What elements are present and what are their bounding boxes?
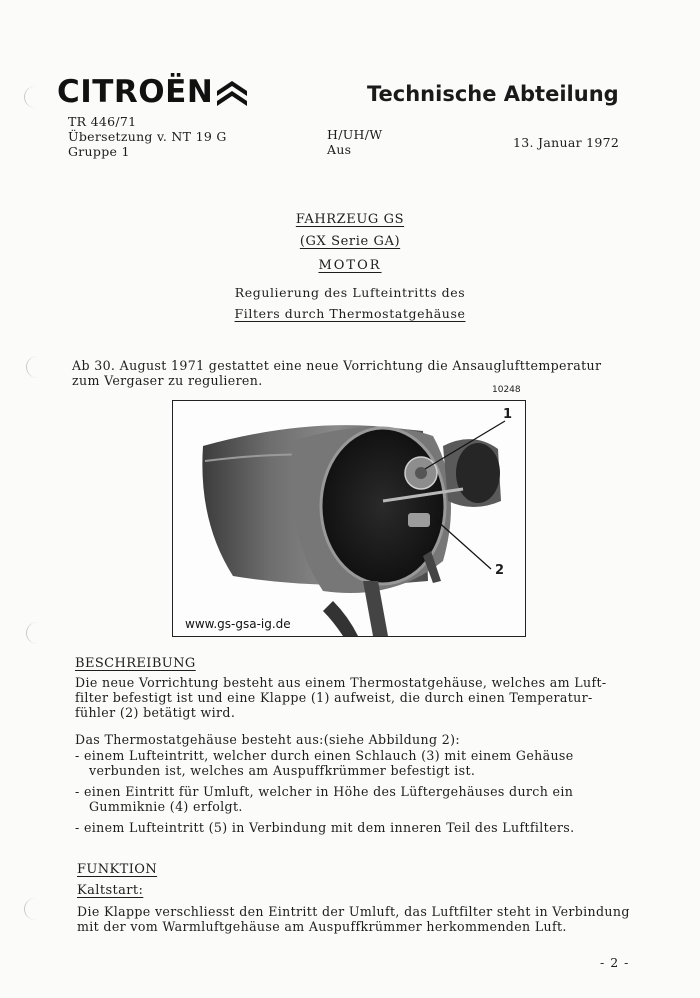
punch-hole-3 — [26, 622, 49, 644]
chevron-logo-icon — [215, 77, 249, 107]
subject-line-1: Regulierung des Lufteintritts des — [234, 285, 466, 300]
brand-name: CITROËN — [57, 74, 214, 110]
punch-hole-4 — [24, 898, 47, 920]
series-title: (GX Serie GA) — [299, 234, 401, 249]
brand-logo — [57, 72, 249, 112]
code-line-1: H/UH/W — [327, 127, 383, 142]
distribution-codes — [327, 127, 382, 157]
page-number: - 2 - — [600, 955, 630, 970]
list-item: - einem Lufteintritt (5) in Verbindung mit dem inneren Teil des Luftfilters. — [75, 820, 575, 835]
funktion-line-2: mit der vom Warmluftgehäuse am Auspuffkrümmer herkommenden Luft. — [77, 919, 567, 934]
figure-number: 10248 — [492, 385, 521, 395]
reference-block — [68, 114, 227, 159]
beschreibung-paragraph-1 — [75, 675, 606, 720]
funktion-paragraph — [77, 904, 630, 934]
callout-2: 2 — [495, 563, 505, 578]
vehicle-title: FAHRZEUG GS — [295, 212, 405, 227]
funktion-heading: FUNKTION — [77, 862, 158, 877]
punch-hole-2 — [26, 356, 49, 378]
desc-line-2: filter befestigt ist und eine Klappe (1) aufweist, die durch einen Temperatur- — [75, 690, 593, 705]
code-line-2: Aus — [327, 142, 352, 157]
department-title: Technische Abteilung — [367, 82, 619, 106]
list-item: - einem Lufteintritt, welcher durch einen Schlauch (3) mit einem Gehäuse verbunden ist, welches am Auspuffkrümmer befestigt ist. — [75, 748, 574, 778]
desc-line-3: fühler (2) betätigt wird. — [75, 705, 236, 720]
section-title: MOTOR — [318, 258, 382, 273]
list-item: - einen Eintritt für Umluft, welcher in Höhe des Lüftergehäuses durch ein Gummiknie (4) erfolgt. — [75, 784, 574, 814]
title-block — [150, 212, 550, 326]
watermark-url: www.gs-gsa-ig.de — [185, 617, 291, 631]
document-date: 13. Januar 1972 — [513, 135, 620, 150]
kaltstart-subheading: Kaltstart: — [77, 883, 144, 898]
translation-note: Übersetzung v. NT 19 G — [68, 129, 227, 144]
intro-paragraph — [72, 358, 601, 388]
desc-line-1: Die neue Vorrichtung besteht aus einem Thermostatgehäuse, welches am Luft- — [75, 675, 607, 690]
intro-line-2: zum Vergaser zu regulieren. — [72, 373, 263, 388]
subject-line-2: Filters durch Thermostatgehäuse — [234, 306, 466, 321]
thermostat-housing-photo — [173, 401, 525, 636]
figure-photo — [172, 400, 526, 637]
beschreibung-heading: BESCHREIBUNG — [75, 656, 196, 671]
funktion-line-1: Die Klappe verschliesst den Eintritt der Umluft, das Luftfilter steht in Verbindung — [77, 904, 630, 919]
ref-number: TR 446/71 — [68, 114, 137, 129]
group-label: Gruppe 1 — [68, 144, 130, 159]
punch-hole-1 — [24, 86, 47, 108]
component-list — [75, 748, 574, 835]
callout-1: 1 — [503, 407, 513, 422]
intro-line-1: Ab 30. August 1971 gestattet eine neue Vorrichtung die Ansauglufttemperatur — [72, 358, 602, 373]
beschreibung-paragraph-2: Das Thermostatgehäuse besteht aus:(siehe Abbildung 2): — [75, 732, 460, 747]
